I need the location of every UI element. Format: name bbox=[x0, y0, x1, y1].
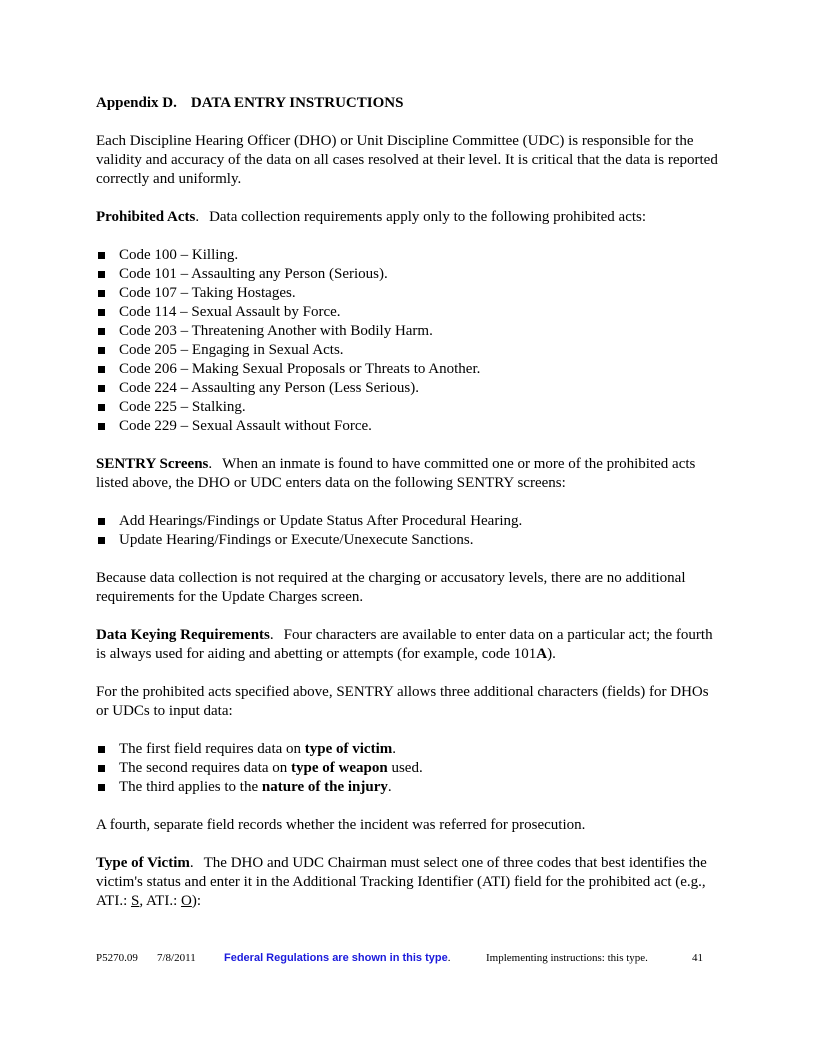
footer-doc-id: P5270.09 bbox=[96, 952, 138, 964]
list-item: The third applies to the nature of the injury. bbox=[96, 778, 720, 797]
page-title bbox=[96, 94, 720, 113]
attempt-code-suffix: A bbox=[536, 646, 548, 662]
prohibited-codes-list bbox=[96, 246, 720, 436]
bullet-square-icon bbox=[98, 290, 105, 297]
document-page bbox=[96, 94, 720, 930]
bullet-square-icon bbox=[98, 385, 105, 392]
ati-code-o: O bbox=[181, 893, 192, 909]
type-of-victim-text: The DHO and UDC Chairman must select one of three codes that best identifies the victim's status and enter it in the Additional Tracking Identifier (ATI) field for the prohibited act (e.g., ATI.: bbox=[96, 855, 707, 909]
list-item: Code 229 – Sexual Assault without Force. bbox=[96, 417, 720, 436]
prohibited-acts-text: Data collection requirements apply only to the following prohibited acts: bbox=[209, 209, 647, 225]
list-item: Code 203 – Threatening Another with Bodily Harm. bbox=[96, 322, 720, 341]
prohibited-acts-paragraph: Prohibited Acts. Data collection requirements apply only to the following prohibited acts: bbox=[96, 209, 647, 225]
bullet-square-icon bbox=[98, 309, 105, 316]
data-keying-heading: Data Keying Requirements bbox=[96, 627, 270, 643]
data-keying-text: Four characters are available to enter data on a particular act; the fourth is always used for aiding and abetting or attempts (for example, code 101 bbox=[96, 627, 713, 662]
footer-implementing-note: Implementing instructions: this type. bbox=[486, 952, 648, 964]
bullet-square-icon bbox=[98, 518, 105, 525]
sentry-screens-heading: SENTRY Screens bbox=[96, 456, 209, 472]
bullet-square-icon bbox=[98, 765, 105, 772]
bullet-square-icon bbox=[98, 423, 105, 430]
footer-page-number: 41 bbox=[692, 952, 703, 964]
list-item: Update Hearing/Findings or Execute/Unexecute Sanctions. bbox=[96, 531, 720, 550]
appendix-label: Appendix D. bbox=[96, 95, 177, 111]
type-of-victim-heading: Type of Victim bbox=[96, 855, 190, 871]
bullet-square-icon bbox=[98, 537, 105, 544]
bullet-square-icon bbox=[98, 328, 105, 335]
list-item: Code 107 – Taking Hostages. bbox=[96, 284, 720, 303]
appendix-heading: DATA ENTRY INSTRUCTIONS bbox=[190, 95, 404, 111]
list-item: Code 205 – Engaging in Sexual Acts. bbox=[96, 341, 720, 360]
list-item: Add Hearings/Findings or Update Status After Procedural Hearing. bbox=[96, 512, 720, 531]
fields-intro-paragraph: For the prohibited acts specified above, SENTRY allows three additional characters (fields) for DHOs or UDCs to input data: bbox=[96, 684, 709, 719]
list-item: Code 101 – Assaulting any Person (Serious). bbox=[96, 265, 720, 284]
list-item: Code 225 – Stalking. bbox=[96, 398, 720, 417]
bullet-square-icon bbox=[98, 252, 105, 259]
fields-list bbox=[96, 740, 720, 797]
bullet-square-icon bbox=[98, 784, 105, 791]
list-item: The first field requires data on type of victim. bbox=[96, 740, 720, 759]
footer-federal-note: Federal Regulations are shown in this type. bbox=[224, 952, 451, 964]
list-item: Code 114 – Sexual Assault by Force. bbox=[96, 303, 720, 322]
page-footer bbox=[96, 952, 720, 968]
footer-date: 7/8/2011 bbox=[157, 952, 196, 964]
ati-code-s: S bbox=[131, 893, 140, 909]
fourth-field-paragraph: A fourth, separate field records whether the incident was referred for prosecution. bbox=[96, 817, 586, 833]
data-keying-paragraph: Data Keying Requirements. Four characters are available to enter data on a particular act; the fourth is always used for aiding and abetting or attempts (for example, code 101A). bbox=[96, 627, 713, 662]
bullet-square-icon bbox=[98, 271, 105, 278]
sentry-screens-text: When an inmate is found to have committed one or more of the prohibited acts listed above, the DHO or UDC enters data on the following SENTRY screens: bbox=[96, 456, 696, 491]
bullet-square-icon bbox=[98, 347, 105, 354]
prohibited-acts-heading: Prohibited Acts bbox=[96, 209, 196, 225]
list-item: The second requires data on type of weapon used. bbox=[96, 759, 720, 778]
intro-paragraph: Each Discipline Hearing Officer (DHO) or Unit Discipline Committee (UDC) is responsible for the validity and accuracy of the data on all cases resolved at their level. It is critical that the data is reported correctly and uniformly. bbox=[96, 133, 718, 187]
bullet-square-icon bbox=[98, 366, 105, 373]
list-item: Code 206 – Making Sexual Proposals or Threats to Another. bbox=[96, 360, 720, 379]
type-of-victim-paragraph: Type of Victim. The DHO and UDC Chairman must select one of three codes that best identifies the victim's status and enter it in the Additional Tracking Identifier (ATI) field for the prohibited act (e.g., ATI.: S, ATI.: O): bbox=[96, 855, 707, 909]
charging-paragraph: Because data collection is not required at the charging or accusatory levels, there are no additional requirements for the Update Charges screen. bbox=[96, 570, 686, 605]
sentry-screens-paragraph: SENTRY Screens. When an inmate is found to have committed one or more of the prohibited acts listed above, the DHO or UDC enters data on the following SENTRY screens: bbox=[96, 456, 696, 491]
bullet-square-icon bbox=[98, 746, 105, 753]
list-item: Code 224 – Assaulting any Person (Less Serious). bbox=[96, 379, 720, 398]
sentry-screens-list bbox=[96, 512, 720, 550]
bullet-square-icon bbox=[98, 404, 105, 411]
list-item: Code 100 – Killing. bbox=[96, 246, 720, 265]
